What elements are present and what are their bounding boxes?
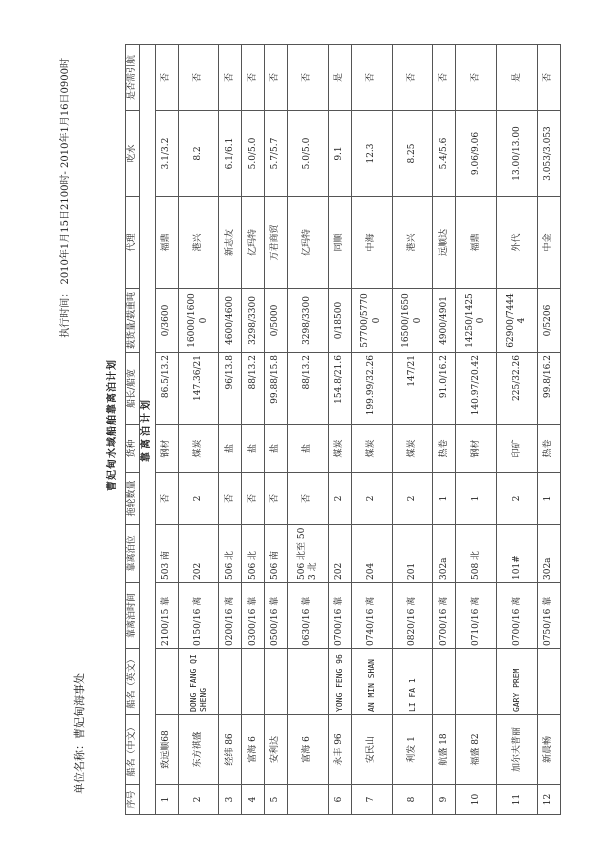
berth: 506 北	[242, 525, 265, 583]
table-row	[497, 45, 538, 815]
agent: 万君商贸	[265, 197, 288, 289]
section-title: 靠离泊计划	[140, 45, 156, 815]
pilot-required: 否	[219, 45, 242, 111]
table-header-row	[126, 45, 140, 815]
berth: 204	[351, 525, 392, 583]
cargo-type: 印矿	[497, 425, 538, 473]
draft: 9.1	[328, 111, 351, 197]
berthing-time: 0630/16 靠	[288, 583, 329, 649]
tug-count: 1	[433, 473, 456, 525]
cargo-type: 盐	[219, 425, 242, 473]
agent: 外代	[497, 197, 538, 289]
row-number: 10	[456, 785, 497, 815]
berthing-time: 0500/16 靠	[265, 583, 288, 649]
berth: 508 北	[456, 525, 497, 583]
agent: 亿玛特	[288, 197, 329, 289]
tug-count: 2	[392, 473, 433, 525]
draft: 12.3	[351, 111, 392, 197]
header-cell: 船长/船宽	[126, 353, 140, 425]
ship-name-cn: 航盛 18	[433, 715, 456, 785]
table-row	[328, 45, 351, 815]
ship-name-cn: 富海 6	[242, 715, 265, 785]
row-number: 2	[178, 785, 219, 815]
length-width: 140.97/20.42	[456, 353, 497, 425]
length-width: 88/13.2	[288, 353, 329, 425]
load-deadweight: 3298/3300	[242, 289, 265, 353]
header-cell: 船名（英文）	[126, 649, 140, 715]
row-number: 6	[328, 785, 351, 815]
ship-name-cn: 致远顺68	[155, 715, 178, 785]
berthing-plan-table	[125, 44, 561, 815]
draft: 8.2	[178, 111, 219, 197]
berth: 202	[178, 525, 219, 583]
ship-name-en: DONG FANG QI SHENG	[178, 649, 219, 715]
berthing-time: 0750/16 靠	[538, 583, 561, 649]
row-number: 7	[351, 785, 392, 815]
pilot-required: 是	[497, 45, 538, 111]
ship-name-cn: 安民山	[351, 715, 392, 785]
load-deadweight: 4600/4600	[219, 289, 242, 353]
berth: 503 南	[155, 525, 178, 583]
ship-name-en	[538, 649, 561, 715]
berth: 506 北	[219, 525, 242, 583]
ship-name-en	[155, 649, 178, 715]
berthing-time: 0740/16 离	[351, 583, 392, 649]
tug-count: 2	[178, 473, 219, 525]
pilot-required: 否	[178, 45, 219, 111]
ship-name-cn: 新晨畅	[538, 715, 561, 785]
tug-count: 否	[242, 473, 265, 525]
berthing-time: 0710/16 离	[456, 583, 497, 649]
length-width: 199.99/32.26	[351, 353, 392, 425]
length-width: 86.5/13.2	[155, 353, 178, 425]
load-deadweight: 62900/74444	[497, 289, 538, 353]
length-width: 154.8/21.6	[328, 353, 351, 425]
agent: 亿玛特	[242, 197, 265, 289]
cargo-type: 煤炭	[328, 425, 351, 473]
load-deadweight: 14250/14250	[456, 289, 497, 353]
agent: 港兴	[178, 197, 219, 289]
length-width: 91.0/16.2	[433, 353, 456, 425]
draft: 6.1/6.1	[219, 111, 242, 197]
row-number: 12	[538, 785, 561, 815]
cargo-type: 钢材	[155, 425, 178, 473]
pilot-required: 否	[155, 45, 178, 111]
load-deadweight: 16500/16500	[392, 289, 433, 353]
ship-name-cn: 利发 1	[392, 715, 433, 785]
table-row	[155, 45, 178, 815]
table-row	[242, 45, 265, 815]
agent: 同顺	[328, 197, 351, 289]
ship-name-en: YONG FENG 96	[328, 649, 351, 715]
table-row	[456, 45, 497, 815]
table-row	[219, 45, 242, 815]
tug-count: 2	[351, 473, 392, 525]
pilot-required: 是	[328, 45, 351, 111]
load-deadweight: 3298/3300	[288, 289, 329, 353]
cargo-type: 钢材	[456, 425, 497, 473]
pilot-required: 否	[242, 45, 265, 111]
agent: 福鼎	[155, 197, 178, 289]
berth: 202	[328, 525, 351, 583]
berth: 302a	[433, 525, 456, 583]
table-row	[392, 45, 433, 815]
berthing-time: 0700/16 离	[497, 583, 538, 649]
header-cell: 拖轮数量	[126, 473, 140, 525]
ship-name-cn: 东方祺盛	[178, 715, 219, 785]
draft: 5.4/5.6	[433, 111, 456, 197]
pilot-required: 否	[433, 45, 456, 111]
tug-count: 1	[538, 473, 561, 525]
berthing-time: 0300/16 靠	[242, 583, 265, 649]
berthing-time: 0150/16 离	[178, 583, 219, 649]
draft: 9.06/9.06	[456, 111, 497, 197]
header-cell: 吃水	[126, 111, 140, 197]
ship-name-en: LI FA 1	[392, 649, 433, 715]
ship-name-en	[219, 649, 242, 715]
berthing-time: 0700/16 靠	[328, 583, 351, 649]
row-number: 3	[219, 785, 242, 815]
length-width: 96/13.8	[219, 353, 242, 425]
unit-name: 单位名称：曹妃甸海事处	[73, 673, 86, 794]
header-cell: 货种	[126, 425, 140, 473]
header-cell: 靠离泊时间	[126, 583, 140, 649]
ship-name-en	[242, 649, 265, 715]
table-row	[351, 45, 392, 815]
header-cell: 是否需引航	[126, 45, 140, 111]
row-number: 4	[242, 785, 265, 815]
header-cell: 代理	[126, 197, 140, 289]
tug-count: 否	[265, 473, 288, 525]
table-row	[178, 45, 219, 815]
agent: 港兴	[392, 197, 433, 289]
row-number: 8	[392, 785, 433, 815]
load-deadweight: 0/5000	[265, 289, 288, 353]
header-cell: 序号	[126, 785, 140, 815]
berthing-time: 0200/16 离	[219, 583, 242, 649]
load-deadweight: 4900/4901	[433, 289, 456, 353]
cargo-type: 煤炭	[351, 425, 392, 473]
header-cell: 靠离泊位	[126, 525, 140, 583]
draft: 8.25	[392, 111, 433, 197]
length-width: 147/21	[392, 353, 433, 425]
berthing-time: 2100/15 靠	[155, 583, 178, 649]
agent: 中海	[351, 197, 392, 289]
agent: 福鼎	[456, 197, 497, 289]
berthing-time: 0700/16 离	[433, 583, 456, 649]
ship-name-en	[288, 649, 329, 715]
execution-time: 执行时间： 2010年1月15日2100时- 2010年1月16日0900时	[60, 58, 71, 338]
load-deadweight: 16000/16000	[178, 289, 219, 353]
row-number: 9	[433, 785, 456, 815]
cargo-type: 热卷	[433, 425, 456, 473]
draft: 5.7/5.7	[265, 111, 288, 197]
pilot-required: 否	[351, 45, 392, 111]
berth: 201	[392, 525, 433, 583]
cargo-type: 热卷	[538, 425, 561, 473]
tug-count: 否	[155, 473, 178, 525]
ship-name-en	[433, 649, 456, 715]
berth: 506 南	[265, 525, 288, 583]
ship-name-en	[265, 649, 288, 715]
cargo-type: 煤炭	[178, 425, 219, 473]
load-deadweight: 57700/57700	[351, 289, 392, 353]
tug-count: 否	[219, 473, 242, 525]
section-title-row	[140, 45, 156, 815]
agent: 新志友	[219, 197, 242, 289]
berth: 506 北至 503 北	[288, 525, 329, 583]
row-number: 11	[497, 785, 538, 815]
ship-name-cn: 经纬 86	[219, 715, 242, 785]
ship-name-en	[456, 649, 497, 715]
tug-count: 2	[328, 473, 351, 525]
table-row	[538, 45, 561, 815]
draft: 13.00/13.00	[497, 111, 538, 197]
row-number	[288, 785, 329, 815]
tug-count: 2	[497, 473, 538, 525]
cargo-type: 煤炭	[392, 425, 433, 473]
berthing-time: 0820/16 离	[392, 583, 433, 649]
draft: 5.0/5.0	[242, 111, 265, 197]
draft: 3.1/3.2	[155, 111, 178, 197]
berth: 101#	[497, 525, 538, 583]
ship-name-cn: 安利达	[265, 715, 288, 785]
document-title: 曹妃甸水域船舶靠离泊计划	[107, 359, 118, 491]
agent: 远顺达	[433, 197, 456, 289]
pilot-required: 否	[538, 45, 561, 111]
ship-name-cn: 永丰 96	[328, 715, 351, 785]
length-width: 99.8/16.2	[538, 353, 561, 425]
length-width: 147.36/21	[178, 353, 219, 425]
length-width: 225/32.26	[497, 353, 538, 425]
header-cell: 载货量/载重吨	[126, 289, 140, 353]
ship-name-en: AN MIN SHAN	[351, 649, 392, 715]
ship-name-en: GARY PREM	[497, 649, 538, 715]
tug-count: 否	[288, 473, 329, 525]
draft: 3.053/3.053	[538, 111, 561, 197]
tug-count: 1	[456, 473, 497, 525]
row-number: 1	[155, 785, 178, 815]
load-deadweight: 0/5206	[538, 289, 561, 353]
load-deadweight: 0/3600	[155, 289, 178, 353]
cargo-type: 盐	[288, 425, 329, 473]
cargo-type: 盐	[265, 425, 288, 473]
ship-name-cn: 富海 6	[288, 715, 329, 785]
length-width: 99.88/15.8	[265, 353, 288, 425]
ship-name-cn: 加尔夫普丽	[497, 715, 538, 785]
load-deadweight: 0/18500	[328, 289, 351, 353]
row-number: 5	[265, 785, 288, 815]
table-row	[288, 45, 329, 815]
pilot-required: 否	[288, 45, 329, 111]
length-width: 88/13.2	[242, 353, 265, 425]
table-row	[265, 45, 288, 815]
pilot-required: 否	[456, 45, 497, 111]
ship-name-cn: 福盛 82	[456, 715, 497, 785]
table-row	[433, 45, 456, 815]
draft: 5.0/5.0	[288, 111, 329, 197]
pilot-required: 否	[265, 45, 288, 111]
pilot-required: 否	[392, 45, 433, 111]
header-cell: 船名（中文）	[126, 715, 140, 785]
cargo-type: 盐	[242, 425, 265, 473]
agent: 中金	[538, 197, 561, 289]
berth: 302a	[538, 525, 561, 583]
